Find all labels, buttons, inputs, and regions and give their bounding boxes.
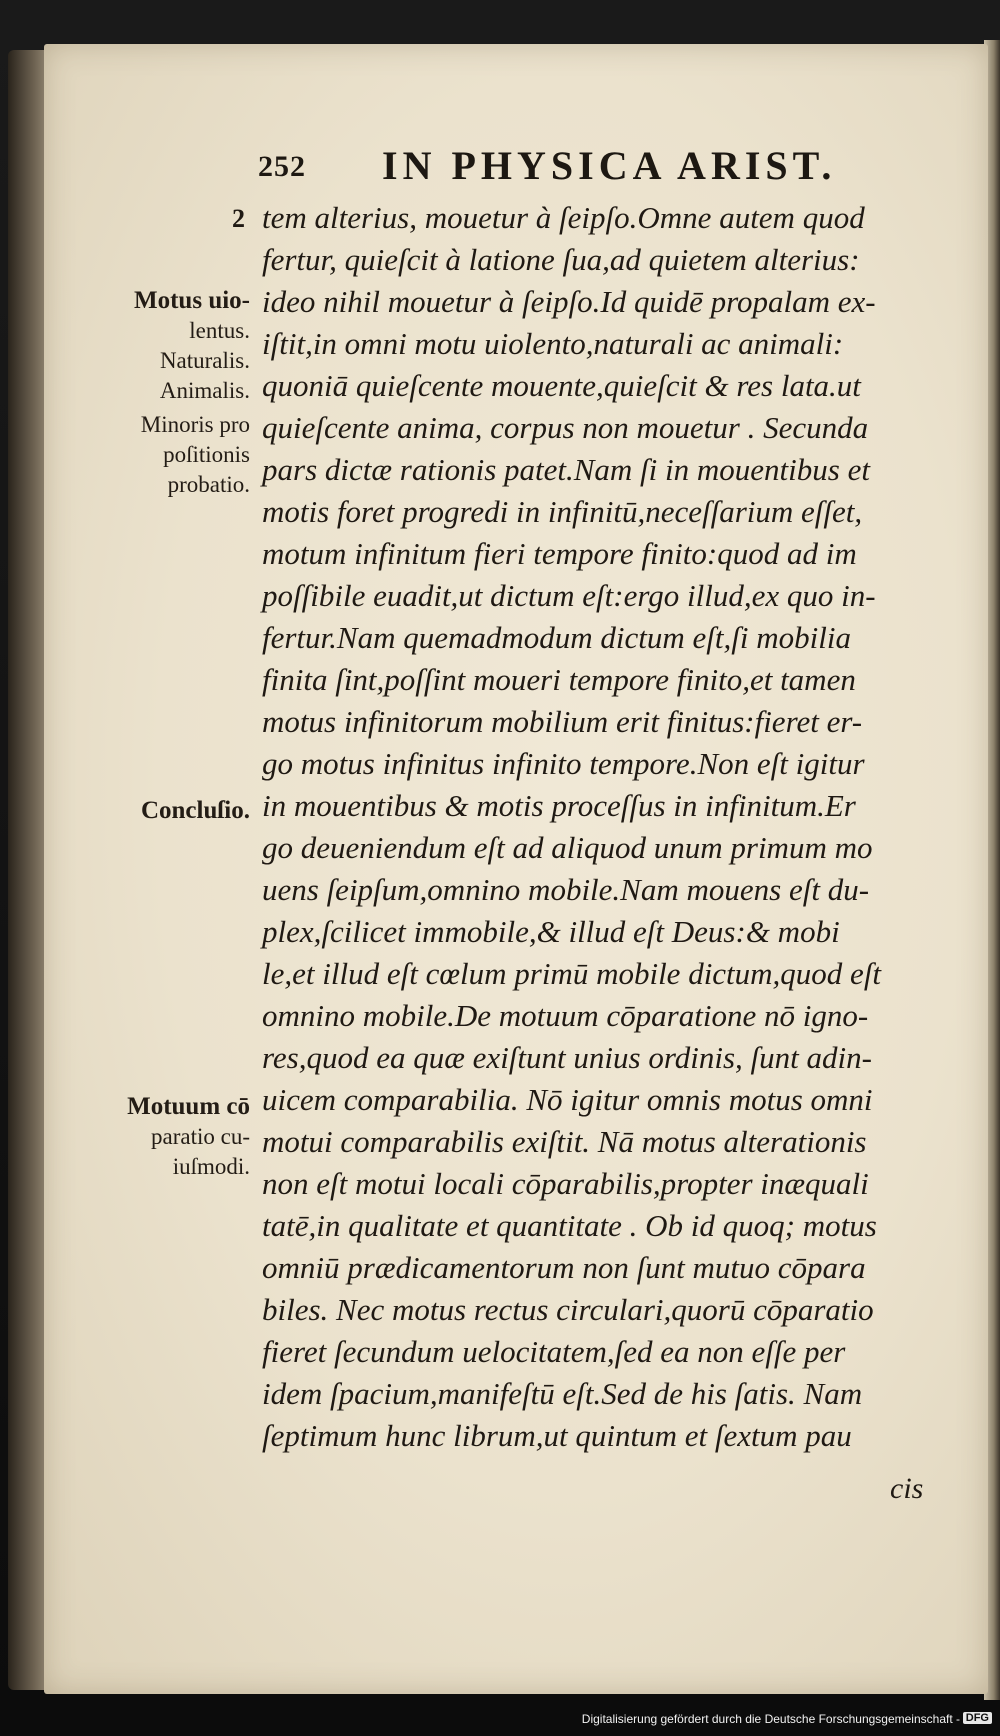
body-line: iſtit,in omni motu uiolento,naturali ac animali: [262, 326, 844, 361]
body-line: go deueniendum eſt ad aliquod unum primum mo [262, 830, 873, 865]
dfg-logo: DFG [963, 1712, 992, 1724]
margin-note-conclusio [72, 796, 250, 826]
body-line: quieſcente anima, corpus non mouetur . Secunda [262, 410, 869, 445]
margin-note-motus [72, 286, 250, 406]
body-line: fertur.Nam quemadmodum dictum eſt,ſi mobilia [262, 620, 851, 655]
body-line: non eſt motui locali cōparabilis,propter inæquali [262, 1166, 869, 1201]
body-line: finita ſint,poſſint moueri tempore finito,et tamen [262, 662, 856, 697]
margin-note-line: lentus. [189, 318, 250, 343]
body-line: plex,ſcilicet immobile,& illud eſt Deus:& mobi [262, 914, 840, 949]
body-line: poſſibile euadit,ut dictum eſt:ergo illud,ex quo in- [262, 578, 876, 613]
body-line: tatē,in qualitate et quantitate . Ob id quoq; motus [262, 1208, 877, 1243]
body-line: tem alterius, mouetur à ſeipſo.Omne autem quod [262, 200, 865, 235]
body-line: ideo nihil mouetur à ſeipſo.Id quidē propalam ex- [262, 284, 876, 319]
body-line: fertur, quieſcit à latione ſua,ad quietem alterius: [262, 242, 860, 277]
body-line: uicem comparabilia. Nō igitur omnis motus omni [262, 1082, 873, 1117]
body-line: ſeptimum hunc librum,ut quintum et ſextum pau [262, 1418, 852, 1453]
margin-note-line: Naturalis. [159, 348, 250, 373]
body-line: res,quod ea quæ exiſtunt unius ordinis, ſunt adin- [262, 1040, 872, 1075]
line-marker: 2 [232, 204, 245, 233]
body-line: motis foret progredi in infinitū,neceſſarium eſſet, [262, 494, 863, 529]
body-line: idem ſpacium,manifeſtū eſt.Sed de his ſatis. Nam [262, 1376, 863, 1411]
margin-note-line: probatio. [167, 472, 250, 497]
running-title: IN PHYSICA ARIST. [382, 143, 837, 188]
body-line: motui comparabilis exiſtit. Nā motus alterationis [262, 1124, 867, 1159]
body-line: biles. Nec motus rectus circulari,quorū cōparatio [262, 1292, 874, 1327]
margin-note-line: iuſmodi. [172, 1154, 250, 1179]
body-line: omnino mobile.De motuum cōparatione nō igno- [262, 998, 869, 1033]
margin-note-line: paratio cu- [151, 1124, 250, 1149]
margin-note-line: Concluſio. [140, 797, 250, 824]
body-line: fieret ſecundum uelocitatem,ſed ea non eſſe per [262, 1334, 846, 1369]
footer-credit: Digitalisierung gefördert durch die Deutsche Forschungsgemeinschaft - [581, 1712, 960, 1726]
margin-note-comparatio [72, 1092, 250, 1182]
body-line: le,et illud eſt cœlum primū mobile dictum,quod eſt [262, 956, 882, 991]
body-line: uens ſeipſum,omnino mobile.Nam mouens eſt du- [262, 872, 870, 907]
body-line: go motus infinitus infinito tempore.Non eſt igitur [262, 746, 865, 781]
catchword: cis [890, 1472, 924, 1505]
body-line: pars dictæ rationis patet.Nam ſi in mouentibus et [262, 452, 870, 487]
body-line: motum infinitum fieri tempore finito:quod ad im [262, 536, 857, 571]
margin-note-line: Animalis. [159, 378, 250, 403]
margin-note-line: Motuum cō [127, 1093, 250, 1120]
body-line: in mouentibus & motis proceſſus in infinitum.Er [262, 788, 856, 823]
margin-note-line: poſitionis [163, 442, 250, 467]
body-line: omniū prædicamentorum non ſunt mutuo cōpara [262, 1250, 866, 1285]
margin-note-line: Minoris pro [140, 412, 250, 437]
body-line: motus infinitorum mobilium erit finitus:fieret er- [262, 704, 863, 739]
margin-note-minoris [72, 410, 250, 500]
page-number: 252 [258, 150, 306, 183]
margin-note-line: Motus uio- [134, 287, 250, 314]
body-line: quoniā quieſcente mouente,quieſcit & res lata.ut [262, 368, 861, 403]
